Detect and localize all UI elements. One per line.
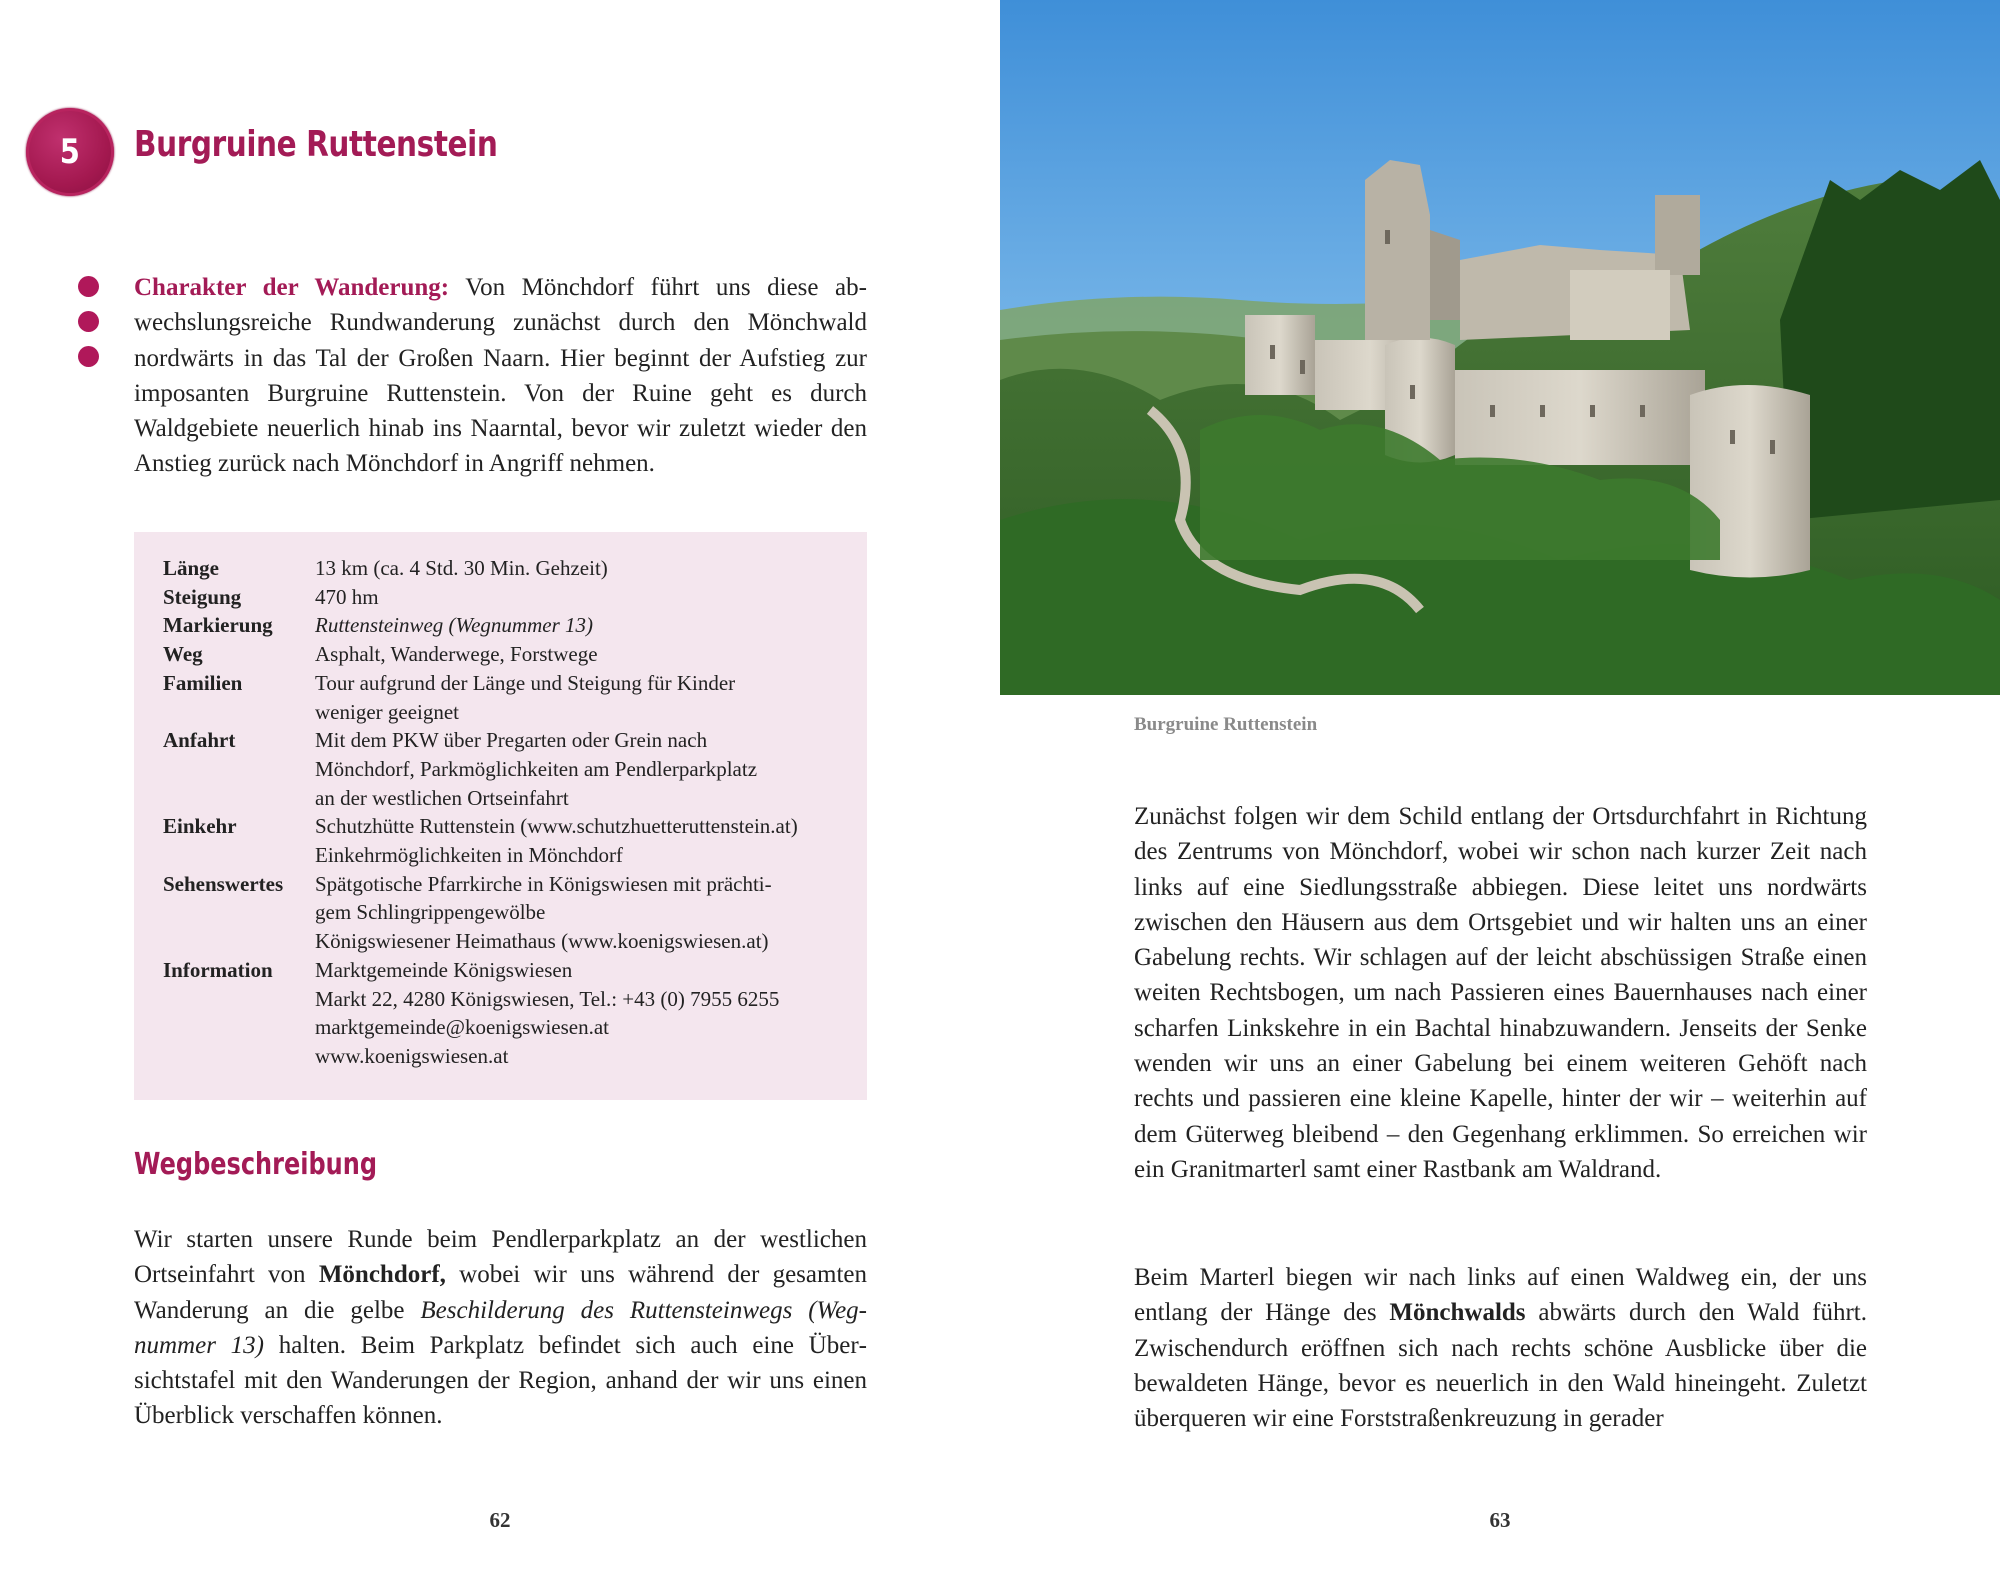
castle-ruin-illustration: [1000, 0, 2000, 695]
info-value: Mit dem PKW über Pregarten oder Grein nach Mönchdorf, Parkmöglichkeiten am Pendlerparkplatz an der westlichen Ortseinfahrt: [315, 728, 758, 810]
photo-caption: Burgruine Ruttenstein: [1134, 714, 1318, 735]
place-name: Mönchdorf,: [318, 1261, 446, 1289]
info-value: Tour aufgrund der Länge und Steigung für Kinder weniger geeignet: [315, 670, 736, 724]
info-value: Ruttensteinweg (Wegnummer 13): [315, 613, 594, 638]
place-name: Mönchwalds: [1389, 1299, 1526, 1327]
info-row-familien: [163, 669, 855, 726]
info-row-anfahrt: [163, 726, 855, 812]
castle-ruin-photo: [1000, 0, 2000, 695]
info-value: Spätgotische Pfarrkirche in Königswiesen mit prächti- gem Schlingrippengewölbe Königswiesener Heimathaus (www.koenigswiesen.at): [315, 871, 772, 954]
info-key: Sehenswertes: [163, 871, 284, 896]
page-number-right: 63: [1489, 1508, 1511, 1532]
info-value: 13 km (ca. 4 Std. 30 Min. Gehzeit): [315, 556, 608, 580]
info-key: Steigung: [163, 584, 242, 609]
info-value: 470 hm: [315, 584, 379, 609]
tour-info-table: [163, 554, 855, 1071]
character-paragraph: [134, 270, 867, 482]
page-number-left: 62: [489, 1508, 511, 1532]
route-description-paragraph: Zunächst folgen wir dem Schild entlang der Ortsdurchfahrt in Richtung des Zentrums von Mönchdorf, wobei wir schon nach kurzer Zeit nach links auf eine Siedlungsstraße abbiegen. Diese leitet uns nordwärts zwischen den Häusern aus dem Ortsgebiet und wir halten uns an einer Gabelung rechts. Wir schlagen auf der leicht abschüssigen Straße einen weiten Rechtsbogen, um nach Passieren eines Bauernhauses nach einer scharfen Linkskehre in ein Bachtal hinabzuwandern. Jenseits der Senke wenden wir uns an einer Gabelung bei einem weiteren Gehöft nach rechts und passieren eine kleine Kapelle, hinter der wir – weiterhin auf dem Güterweg bleibend – den Gegenhang erklimmen. So erreichen wir ein Granitmarterl samt einer Rastbank am Waldrand.: [1134, 803, 1867, 1183]
info-row-information: [163, 956, 855, 1071]
info-row-weg: [163, 640, 855, 669]
section-heading: Wegbeschreibung: [134, 1147, 377, 1182]
info-row-einkehr: [163, 812, 855, 869]
tour-title: Burgruine Ruttenstein: [134, 124, 498, 165]
info-row-markierung: [163, 611, 855, 640]
bullet-dot: [78, 311, 99, 332]
trail-marking: Beschilderung des Ruttensteinwegs (Wegnummer 13): [134, 1296, 867, 1359]
bullet-dot: [78, 346, 99, 367]
info-row-laenge: [163, 554, 855, 583]
right-page: [1000, 0, 2000, 1592]
tour-number: 5: [59, 132, 81, 172]
bullet-dot: [78, 276, 99, 297]
character-label: Charakter der Wanderung:: [134, 274, 450, 301]
info-key: Anfahrt: [163, 728, 236, 753]
info-row-steigung: [163, 583, 855, 612]
tour-number-badge: [26, 108, 114, 196]
info-value: Asphalt, Wanderwege, Forstwege: [315, 642, 598, 667]
info-row-sehenswertes: [163, 870, 855, 956]
info-key: Familien: [163, 670, 243, 695]
character-text: Von Mönchdorf führt uns diese abwechslungsreiche Rundwanderung zunächst durch den Mönchwald nordwärts in das Tal der Großen Naarn. Hier beginnt der Aufstieg zur imposanten Burgruine Ruttenstein. Von der Ruine geht es durch Waldgebiete neuerlich hinab ins Naarntal, bevor wir zuletzt wieder den Anstieg zurück nach Mönchdorf in Angriff nehmen.: [134, 274, 867, 478]
route-description-paragraph: Wir starten unsere Runde beim Pendlerparkplatz an der westlichen Ortseinfahrt von Mönchdorf, wobei wir uns während der gesamten Wanderung an die gelbe Beschilderung des Ruttensteinwegs (Wegnummer 13) halten. Beim Parkplatz befindet sich auch eine Übersichtstafel mit den Wanderungen der Region, anhand der wir uns einen Überblick verschaffen können.: [134, 1226, 867, 1430]
info-key: Markierung: [163, 613, 273, 638]
info-key: Information: [163, 957, 273, 982]
info-key: Länge: [163, 556, 220, 580]
info-key: Einkehr: [163, 814, 237, 839]
info-key: Weg: [163, 642, 203, 667]
info-value: Marktgemeinde Königswiesen Markt 22, 4280 Königswiesen, Tel.: +43 (0) 7955 6255 marktgemeinde@koenigswiesen.at www.koenigswiesen.at: [315, 957, 780, 1068]
route-description-paragraph: Beim Marterl biegen wir nach links auf einen Waldweg ein, der uns entlang der Hänge des Mönchwalds abwärts durch den Wald führt. Zwischendurch eröffnen sich nach rechts schöne Ausblicke über die bewaldeten Hänge, bevor es neuerlich in den Wald hineingeht. Zuletzt überqueren wir eine Forststraßenkreuzung in gerader: [1134, 1264, 1867, 1433]
tour-info-box: [134, 532, 867, 1100]
character-bullets: [78, 276, 100, 381]
info-value: Schutzhütte Ruttenstein (www.schutzhuetteruttenstein.at) Einkehrmöglichkeiten in Mönchdorf: [315, 814, 798, 868]
